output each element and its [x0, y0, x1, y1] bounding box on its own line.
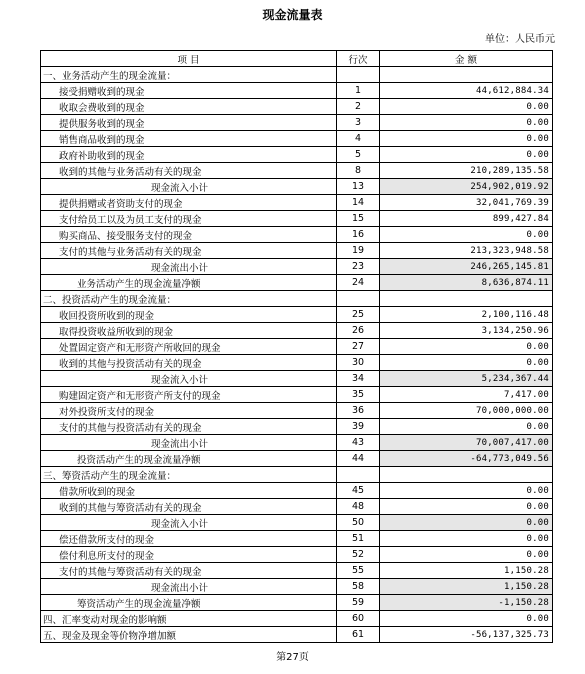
- row-amount: 246,265,145.81: [380, 259, 553, 275]
- row-item-label: 投资活动产生的现金流量净额: [41, 451, 337, 467]
- table-row: [41, 355, 553, 371]
- row-item-label: 取得投资收益所收到的现金: [41, 323, 337, 339]
- table-row: [41, 99, 553, 115]
- row-line-number: [337, 291, 380, 307]
- row-line-number: 19: [337, 243, 380, 259]
- table-row: [41, 467, 553, 483]
- row-item-label: 现金流入小计: [41, 371, 337, 387]
- table-row: [41, 499, 553, 515]
- row-item-label: 四、汇率变动对现金的影响额: [41, 611, 337, 627]
- row-item-label: 政府补助收到的现金: [41, 147, 337, 163]
- row-amount: 0.00: [380, 339, 553, 355]
- row-item-label: 现金流出小计: [41, 259, 337, 275]
- row-item-label: 现金流入小计: [41, 179, 337, 195]
- row-amount: 5,234,367.44: [380, 371, 553, 387]
- table-row: [41, 259, 553, 275]
- row-amount: -1,150.28: [380, 595, 553, 611]
- row-item-label: 支付给员工以及为员工支付的现金: [41, 211, 337, 227]
- row-amount: 0.00: [380, 115, 553, 131]
- table-row: [41, 579, 553, 595]
- row-item-label: 偿还借款所支付的现金: [41, 531, 337, 547]
- row-amount: [380, 467, 553, 483]
- row-line-number: 2: [337, 99, 380, 115]
- row-item-label: 购建固定资产和无形资产所支付的现金: [41, 387, 337, 403]
- row-line-number: 25: [337, 307, 380, 323]
- table-row: [41, 323, 553, 339]
- table-row: [41, 451, 553, 467]
- row-item-label: 销售商品收到的现金: [41, 131, 337, 147]
- row-item-label: 提供捐赠或者资助支付的现金: [41, 195, 337, 211]
- row-line-number: 1: [337, 83, 380, 99]
- table-row: [41, 227, 553, 243]
- row-amount: 44,612,884.34: [380, 83, 553, 99]
- row-item-label: 五、现金及现金等价物净增加额: [41, 627, 337, 643]
- row-line-number: 52: [337, 547, 380, 563]
- row-amount: 70,000,000.00: [380, 403, 553, 419]
- row-amount: 0.00: [380, 611, 553, 627]
- row-line-number: 50: [337, 515, 380, 531]
- table-row: [41, 483, 553, 499]
- currency-unit: 单位：人民币元: [485, 34, 555, 45]
- row-line-number: 60: [337, 611, 380, 627]
- table-row: [41, 291, 553, 307]
- row-amount: 254,902,019.92: [380, 179, 553, 195]
- row-amount: 7,417.00: [380, 387, 553, 403]
- row-line-number: 48: [337, 499, 380, 515]
- row-amount: 213,323,948.58: [380, 243, 553, 259]
- row-amount: 0.00: [380, 131, 553, 147]
- table-row: [41, 547, 553, 563]
- table-row: [41, 387, 553, 403]
- row-line-number: 34: [337, 371, 380, 387]
- table-row: [41, 179, 553, 195]
- table-row: [41, 195, 553, 211]
- row-line-number: 61: [337, 627, 380, 643]
- table-row: [41, 531, 553, 547]
- row-amount: -56,137,325.73: [380, 627, 553, 643]
- row-item-label: 提供服务收到的现金: [41, 115, 337, 131]
- row-amount: 70,007,417.00: [380, 435, 553, 451]
- row-amount: 0.00: [380, 355, 553, 371]
- row-item-label: 现金流入小计: [41, 515, 337, 531]
- table-row: [41, 147, 553, 163]
- row-line-number: 51: [337, 531, 380, 547]
- row-line-number: 24: [337, 275, 380, 291]
- row-item-label: 支付的其他与筹资活动有关的现金: [41, 563, 337, 579]
- row-amount: 1,150.28: [380, 563, 553, 579]
- row-line-number: 59: [337, 595, 380, 611]
- row-amount: [380, 291, 553, 307]
- row-line-number: 14: [337, 195, 380, 211]
- table-row: [41, 83, 553, 99]
- page-title: 现金流量表: [262, 8, 323, 22]
- table-row: [41, 595, 553, 611]
- table-row: [41, 339, 553, 355]
- table-row: [41, 243, 553, 259]
- row-line-number: 4: [337, 131, 380, 147]
- table-row: [41, 211, 553, 227]
- row-line-number: 15: [337, 211, 380, 227]
- row-amount: 0.00: [380, 531, 553, 547]
- table-row: [41, 403, 553, 419]
- row-item-label: 收到的其他与投资活动有关的现金: [41, 355, 337, 371]
- row-amount: 0.00: [380, 483, 553, 499]
- row-item-label: 借款所收到的现金: [41, 483, 337, 499]
- table-row: [41, 627, 553, 643]
- row-line-number: 39: [337, 419, 380, 435]
- row-line-number: 3: [337, 115, 380, 131]
- row-line-number: 58: [337, 579, 380, 595]
- row-line-number: 44: [337, 451, 380, 467]
- table-row: [41, 163, 553, 179]
- row-item-label: 购买商品、接受服务支付的现金: [41, 227, 337, 243]
- row-item-label: 收取会费收到的现金: [41, 99, 337, 115]
- row-item-label: 支付的其他与投资活动有关的现金: [41, 419, 337, 435]
- table-row: [41, 275, 553, 291]
- row-item-label: 支付的其他与业务活动有关的现金: [41, 243, 337, 259]
- row-item-label: 业务活动产生的现金流量净额: [41, 275, 337, 291]
- table-row: [41, 515, 553, 531]
- cash-flow-table: [40, 50, 553, 643]
- row-line-number: 26: [337, 323, 380, 339]
- table-row: [41, 307, 553, 323]
- row-line-number: 55: [337, 563, 380, 579]
- table-row: [41, 371, 553, 387]
- table-row: [41, 563, 553, 579]
- table-row: [41, 115, 553, 131]
- row-amount: -64,773,049.56: [380, 451, 553, 467]
- row-amount: 0.00: [380, 227, 553, 243]
- header-line: 行次: [337, 51, 380, 67]
- page-number: 第27页: [276, 652, 309, 663]
- row-item-label: 接受捐赠收到的现金: [41, 83, 337, 99]
- row-item-label: 偿付利息所支付的现金: [41, 547, 337, 563]
- row-item-label: 筹资活动产生的现金流量净额: [41, 595, 337, 611]
- row-amount: 3,134,250.96: [380, 323, 553, 339]
- row-line-number: 36: [337, 403, 380, 419]
- row-amount: 0.00: [380, 515, 553, 531]
- row-item-label: 处置固定资产和无形资产所收回的现金: [41, 339, 337, 355]
- table-header-row: [41, 51, 553, 67]
- row-line-number: [337, 67, 380, 83]
- row-line-number: 45: [337, 483, 380, 499]
- header-amount: 金 额: [380, 51, 553, 67]
- table-row: [41, 67, 553, 83]
- row-line-number: 23: [337, 259, 380, 275]
- header-item: 项 目: [41, 51, 337, 67]
- row-amount: 8,636,874.11: [380, 275, 553, 291]
- row-line-number: 16: [337, 227, 380, 243]
- table-body: [41, 67, 553, 643]
- row-line-number: 5: [337, 147, 380, 163]
- row-line-number: 43: [337, 435, 380, 451]
- row-line-number: 30: [337, 355, 380, 371]
- row-amount: 1,150.28: [380, 579, 553, 595]
- row-line-number: 27: [337, 339, 380, 355]
- table-row: [41, 131, 553, 147]
- row-amount: [380, 67, 553, 83]
- table-row: [41, 435, 553, 451]
- row-amount: 2,100,116.48: [380, 307, 553, 323]
- row-line-number: 8: [337, 163, 380, 179]
- row-item-label: 一、业务活动产生的现金流量：: [41, 67, 337, 83]
- row-item-label: 现金流出小计: [41, 579, 337, 595]
- row-item-label: 收到的其他与业务活动有关的现金: [41, 163, 337, 179]
- row-item-label: 对外投资所支付的现金: [41, 403, 337, 419]
- row-amount: 210,289,135.58: [380, 163, 553, 179]
- row-amount: 0.00: [380, 419, 553, 435]
- row-line-number: [337, 467, 380, 483]
- row-item-label: 收回投资所收到的现金: [41, 307, 337, 323]
- row-amount: 899,427.84: [380, 211, 553, 227]
- row-line-number: 13: [337, 179, 380, 195]
- row-item-label: 收到的其他与筹资活动有关的现金: [41, 499, 337, 515]
- row-amount: 0.00: [380, 547, 553, 563]
- table-row: [41, 611, 553, 627]
- row-amount: 0.00: [380, 499, 553, 515]
- row-item-label: 二、投资活动产生的现金流量：: [41, 291, 337, 307]
- row-item-label: 三、筹资活动产生的现金流量：: [41, 467, 337, 483]
- row-amount: 32,041,769.39: [380, 195, 553, 211]
- row-line-number: 35: [337, 387, 380, 403]
- table-row: [41, 419, 553, 435]
- row-amount: 0.00: [380, 147, 553, 163]
- row-amount: 0.00: [380, 99, 553, 115]
- row-item-label: 现金流出小计: [41, 435, 337, 451]
